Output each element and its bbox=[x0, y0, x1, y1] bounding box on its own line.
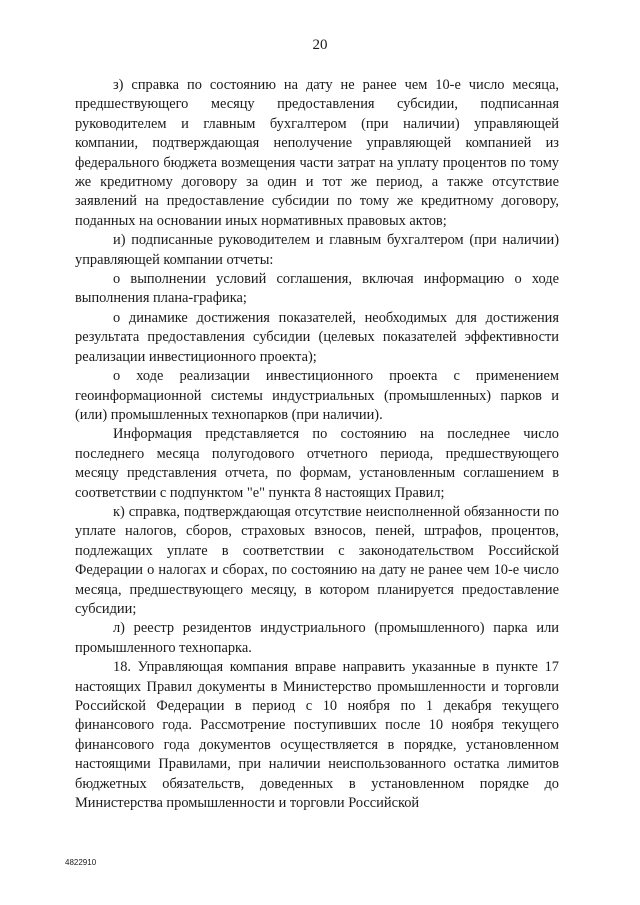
page-number: 20 bbox=[312, 37, 328, 53]
paragraph-k: к) справка, подтверждающая отсутствие неисполненной обязанности по уплате налогов, сборов, страховых взносов, пеней, штрафов, процентов, подлежащих уплате в соответствии с законодательством Российской Федерации о налогах и сборах, по состоянию на дату не ранее чем 10-е число месяца, предшествующего месяцу, в котором планируется предоставление субсидии; bbox=[75, 503, 559, 617]
paragraph-information: Информация представляется по состоянию на последнее число последнего месяца полугодового отчетного периода, предшествующего месяцу представления отчета, по формам, установленным соглашением в соответствии с подпунктом "е" пункта 8 настоящих Правил; bbox=[75, 426, 559, 501]
paragraph-18: 18. Управляющая компания вправе направить указанные в пункте 17 настоящих Правил документы в Министерство промышленности и торговли Российской Федерации в период с 10 ноября по 1 декабря текущего финансового года. Рассмотрение поступивших после 10 ноября текущего финансового года документов осуществляется в порядке, установленном настоящими Правилами, при наличии неиспользованного остатка лимитов бюджетных обязательств, доведенных в установленном порядке до Министерства промышленности и торговли Российской bbox=[75, 659, 559, 812]
paragraph-z: з) справка по состоянию на дату не ранее чем 10-е число месяца, предшествующего месяцу предоставления субсидии, подписанная руководителем и главным бухгалтером (при наличии) управляющей компании, подтверждающая неполучение управляющей компанией из федерального бюджета возмещения части затрат на уплату процентов по тому же кредитному договору за один и тот же период, а также отсутствие заявлений на предоставление субсидии по тому же кредитному договору, поданных на основании иных нормативных правовых актов; bbox=[75, 77, 559, 229]
document-body bbox=[75, 76, 559, 813]
document-code: 4822910 bbox=[65, 858, 97, 867]
paragraph-report-1: о выполнении условий соглашения, включая информацию о ходе выполнения плана-графика; bbox=[75, 271, 559, 307]
paragraph-i: и) подписанные руководителем и главным бухгалтером (при наличии) управляющей компании отчеты: bbox=[75, 232, 559, 268]
paragraph-report-3: о ходе реализации инвестиционного проекта с применением геоинформационной системы индустриальных (промышленных) парков и (или) промышленных технопарков (при наличии). bbox=[75, 368, 559, 423]
paragraph-l: л) реестр резидентов индустриального (промышленного) парка или промышленного технопарка. bbox=[75, 620, 559, 656]
paragraph-report-2: о динамике достижения показателей, необходимых для достижения результата предоставления субсидии (целевых показателей эффективности реализации инвестиционного проекта); bbox=[75, 309, 559, 365]
